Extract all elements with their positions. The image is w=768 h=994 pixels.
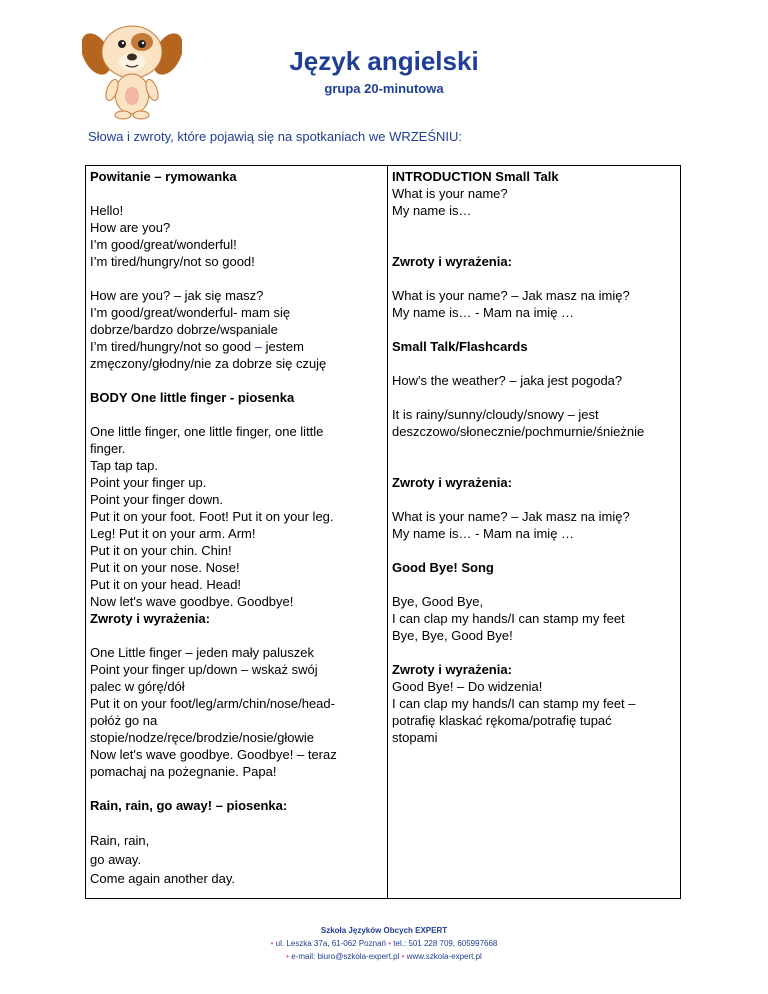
left-column [86, 166, 388, 898]
body-song-lyrics [90, 423, 383, 610]
weather-line: It is rainy/sunny/cloudy/snowy – jest [392, 407, 599, 422]
lyric-line: Now let's wave goodbye. Goodbye! [90, 594, 294, 609]
footer-contact-line [0, 937, 768, 950]
website-link[interactable]: www.szkola-expert.pl [406, 952, 482, 961]
phrases-heading: Zwroty i wyrażenia: [392, 254, 512, 269]
email-link[interactable]: e-mail: biuro@szkola-expert.pl [291, 952, 400, 961]
phrase-line: potrafię klaskać rękoma/potrafię tupać [392, 713, 612, 728]
introduction-heading: INTRODUCTION Small Talk [392, 169, 559, 184]
bullet-icon: • [401, 952, 405, 961]
page-title: Język angielski [289, 46, 479, 76]
intro-line: My name is… [392, 203, 472, 218]
rhyme-line: I’m tired/hungry/not so good! [90, 254, 255, 269]
vocabulary-table [85, 165, 681, 899]
footer [0, 924, 768, 963]
rhyme-line: I’m good/great/wonderful! [90, 237, 237, 252]
bullet-icon: • [388, 939, 392, 948]
phrase-line: One Little finger – jeden mały paluszek [90, 645, 315, 660]
phone-text: tel.: 501 228 709, 605997668 [393, 939, 498, 948]
greeting-rhyme [90, 202, 383, 270]
weather-line: deszczowo/słonecznie/pochmurnie/śnieżnie [392, 424, 645, 439]
lyric-line: go away. [90, 852, 142, 867]
phrase-line: stopie/nodze/ręce/brodzie/nosie/głowie [90, 730, 315, 745]
greeting-heading: Powitanie – rymowanka [90, 169, 237, 184]
phrase-line: połóż go na [90, 713, 158, 728]
lyric-line: Point your finger down. [90, 492, 223, 507]
phrase-line: My name is… - Mam na imię … [392, 526, 575, 541]
page-subtitle: grupa 20-minutowa [324, 81, 444, 96]
phrase-line: I can clap my hands/I can stamp my feet – [392, 696, 636, 711]
phrases-heading: Zwroty i wyrażenia: [392, 662, 512, 677]
translation-text: I’m tired/hungry/not so good [90, 339, 255, 354]
dash-mark: – [254, 339, 262, 354]
phrase-line: My name is… - Mam na imię … [392, 305, 575, 320]
phrase-line: Put it on your foot/leg/arm/chin/nose/head- [90, 696, 335, 711]
lyric-line: Put it on your head. Head! [90, 577, 242, 592]
lyric-line: Rain, rain, [90, 833, 150, 848]
right-column [388, 166, 680, 898]
lyric-line: Bye, Good Bye, [392, 594, 484, 609]
lyric-line: Put it on your chin. Chin! [90, 543, 232, 558]
lyric-line: Put it on your nose. Nose! [90, 560, 240, 575]
bullet-icon: • [270, 939, 274, 948]
footer-web-line [0, 950, 768, 963]
phrase-line: palec w górę/dół [90, 679, 185, 694]
bullet-icon: • [286, 952, 289, 961]
lyric-line: Leg! Put it on your arm. Arm! [90, 526, 256, 541]
small-talk-heading: Small Talk/Flashcards [392, 339, 528, 354]
body-song-heading: BODY One little finger - piosenka [90, 390, 295, 405]
translation-line [90, 338, 383, 355]
greeting-translation [90, 287, 383, 372]
address-text: ul. Leszka 37a, 61-062 Poznań [275, 939, 386, 948]
rain-song-lyrics [90, 831, 383, 888]
school-name: Szkoła Języków Obcych EXPERT [320, 926, 448, 935]
phrases-heading: Zwroty i wyrażenia: [90, 611, 210, 626]
phrase-line: stopami [392, 730, 438, 745]
phrase-line: Now let's wave goodbye. Goodbye! – teraz [90, 747, 337, 762]
lyric-line: Come again another day. [90, 871, 236, 886]
phrase-line: What is your name? – Jak masz na imię? [392, 509, 630, 524]
translation-line: How are you? – jak się masz? [90, 288, 264, 303]
translation-line: dobrze/bardzo dobrze/wspaniale [90, 322, 278, 337]
goodbye-song-heading: Good Bye! Song [392, 560, 494, 575]
phrases-list [90, 644, 383, 780]
intro-line: What is your name? [392, 186, 508, 201]
phrase-line: pomachaj na pożegnanie. Papa! [90, 764, 277, 779]
translation-text: jestem [262, 339, 304, 354]
rhyme-line: Hello! [90, 203, 124, 218]
lyric-line: One little finger, one little finger, one little [90, 424, 324, 439]
weather-question: How's the weather? – jaka jest pogoda? [392, 373, 623, 388]
lyric-line: Put it on your foot. Foot! Put it on your leg. [90, 509, 334, 524]
lyric-line: finger. [90, 441, 126, 456]
phrase-line: Good Bye! – Do widzenia! [392, 679, 543, 694]
intro-text: Słowa i zwroty, które pojawią się na spotkaniach we WRZEŚNIU: [88, 129, 463, 144]
lyric-line: Tap tap tap. [90, 458, 158, 473]
translation-line: I’m good/great/wonderful- mam się [90, 305, 291, 320]
lyric-line: Point your finger up. [90, 475, 207, 490]
phrase-line: Point your finger up/down – wskaż swój [90, 662, 318, 677]
rain-song-heading: Rain, rain, go away! – piosenka: [90, 798, 288, 813]
translation-line: zmęczony/głodny/nie za dobrze się czuję [90, 356, 327, 371]
lyric-line: I can clap my hands/I can stamp my feet [392, 611, 625, 626]
rhyme-line: How are you? [90, 220, 171, 235]
lyric-line: Bye, Bye, Good Bye! [392, 628, 513, 643]
phrases-heading: Zwroty i wyrażenia: [392, 475, 512, 490]
phrase-line: What is your name? – Jak masz na imię? [392, 288, 630, 303]
